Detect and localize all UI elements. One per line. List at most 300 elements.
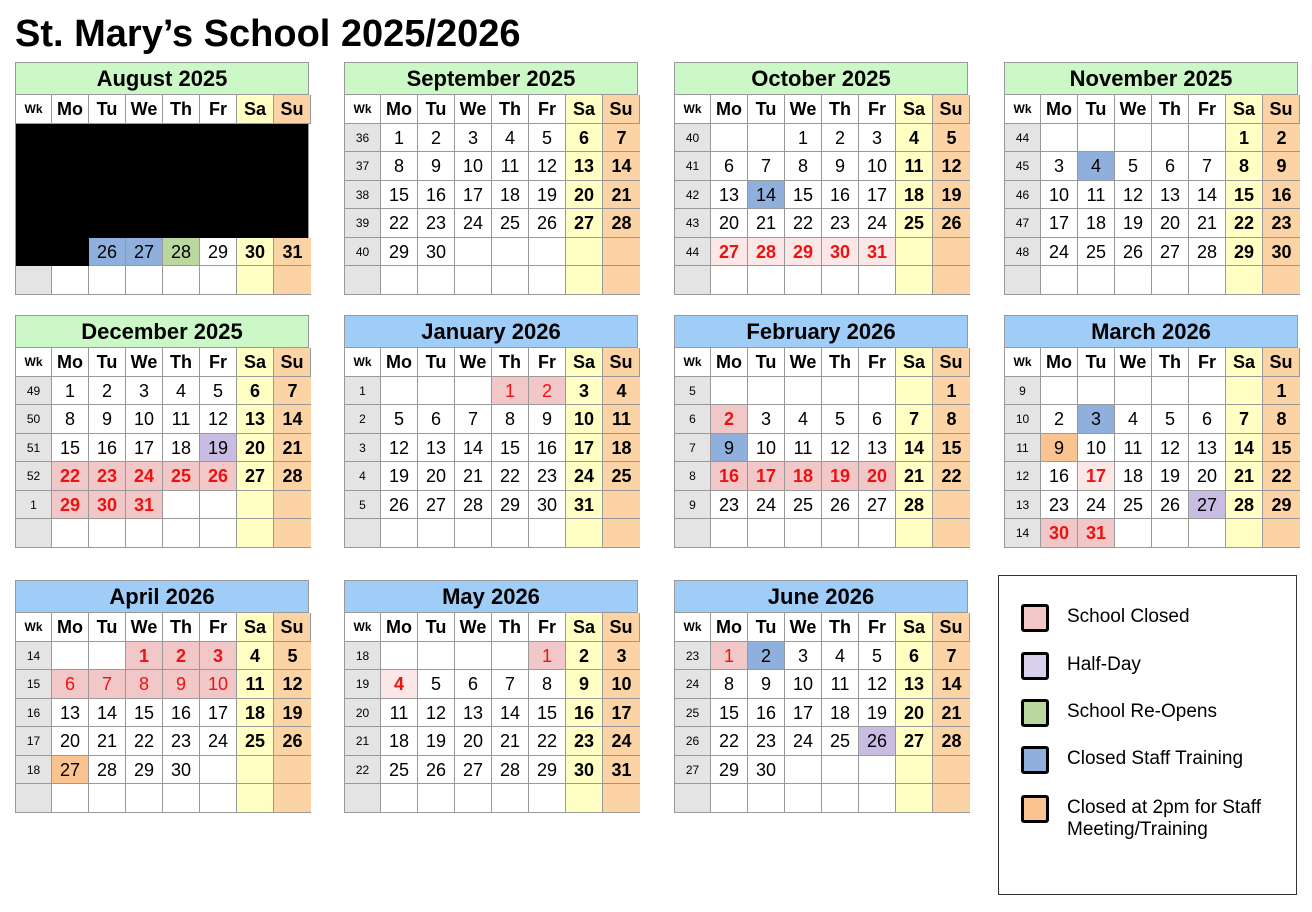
day-cell: 8 (933, 405, 970, 434)
day-cell: 29 (381, 238, 418, 267)
day-cell: 26 (200, 462, 237, 491)
day-cell: 27 (896, 727, 933, 756)
week-number (16, 266, 52, 295)
day-cell: 28 (163, 238, 200, 267)
day-cell (418, 266, 455, 295)
day-cell: 12 (200, 405, 237, 434)
day-cell: 5 (859, 642, 896, 671)
day-cell (748, 519, 785, 548)
day-cell: 28 (1226, 491, 1263, 520)
day-cell (126, 784, 163, 813)
day-cell: 5 (529, 124, 566, 153)
day-cell (1115, 124, 1152, 153)
day-header-th: Th (492, 95, 529, 124)
day-cell (163, 519, 200, 548)
day-cell: 11 (237, 670, 274, 699)
day-header-wk: Wk (1005, 348, 1041, 377)
day-cell: 15 (492, 434, 529, 463)
legend (998, 575, 1297, 895)
month-title: October 2025 (675, 63, 967, 95)
day-cell: 30 (566, 756, 603, 785)
day-cell: 11 (163, 405, 200, 434)
day-cell (822, 756, 859, 785)
day-header-sa: Sa (237, 348, 274, 377)
month-title: May 2026 (345, 581, 637, 613)
week-number: 23 (675, 642, 711, 671)
day-cell: 4 (822, 642, 859, 671)
day-cell (785, 266, 822, 295)
day-header-wk: Wk (675, 95, 711, 124)
day-cell: 17 (785, 699, 822, 728)
day-cell: 16 (566, 699, 603, 728)
day-cell: 6 (566, 124, 603, 153)
day-cell (748, 266, 785, 295)
week-number: 18 (16, 756, 52, 785)
day-cell: 17 (1041, 209, 1078, 238)
day-cell: 12 (822, 434, 859, 463)
day-cell: 1 (52, 377, 89, 406)
day-header-su: Su (933, 348, 970, 377)
day-header-wk: Wk (345, 95, 381, 124)
day-cell (1189, 377, 1226, 406)
week-number: 18 (345, 642, 381, 671)
legend-swatch (1021, 795, 1049, 823)
day-cell: 23 (418, 209, 455, 238)
day-cell: 2 (418, 124, 455, 153)
day-cell: 1 (1263, 377, 1300, 406)
day-cell (1263, 266, 1300, 295)
day-cell: 25 (896, 209, 933, 238)
day-cell: 7 (1189, 152, 1226, 181)
week-number: 1 (16, 491, 52, 520)
day-cell: 6 (237, 377, 274, 406)
day-cell: 15 (126, 699, 163, 728)
day-cell: 11 (492, 152, 529, 181)
day-cell: 21 (603, 181, 640, 210)
day-cell (896, 519, 933, 548)
day-header-tu: Tu (748, 348, 785, 377)
day-header-mo: Mo (52, 613, 89, 642)
day-cell: 3 (748, 405, 785, 434)
day-cell: 25 (381, 756, 418, 785)
day-cell: 18 (1115, 462, 1152, 491)
day-header-sa: Sa (237, 613, 274, 642)
day-cell: 9 (418, 152, 455, 181)
week-number: 40 (675, 124, 711, 153)
day-cell: 13 (1189, 434, 1226, 463)
month-april-2026 (15, 580, 309, 813)
day-cell: 12 (1115, 181, 1152, 210)
day-cell: 16 (748, 699, 785, 728)
week-number: 19 (345, 670, 381, 699)
day-cell (200, 491, 237, 520)
day-cell: 5 (418, 670, 455, 699)
day-cell: 22 (492, 462, 529, 491)
day-cell (89, 642, 126, 671)
page-title: St. Mary’s School 2025/2026 (15, 13, 521, 55)
day-cell (418, 377, 455, 406)
day-cell (237, 784, 274, 813)
day-cell: 21 (274, 434, 311, 463)
day-header-th: Th (163, 95, 200, 124)
day-cell (933, 266, 970, 295)
legend-label: Closed at 2pm for Staff Meeting/Training (1067, 797, 1261, 840)
day-cell: 29 (126, 756, 163, 785)
day-cell: 8 (1263, 405, 1300, 434)
week-number: 6 (675, 405, 711, 434)
day-cell: 13 (52, 699, 89, 728)
month-title: March 2026 (1005, 316, 1297, 348)
day-cell: 3 (1078, 405, 1115, 434)
day-cell: 23 (163, 727, 200, 756)
day-cell: 30 (163, 756, 200, 785)
day-cell (89, 784, 126, 813)
month-title: December 2025 (16, 316, 308, 348)
week-number: 16 (16, 699, 52, 728)
day-header-we: We (455, 348, 492, 377)
day-cell: 9 (1263, 152, 1300, 181)
day-cell (1041, 266, 1078, 295)
day-cell (1078, 377, 1115, 406)
week-number: 47 (1005, 209, 1041, 238)
day-cell: 13 (859, 434, 896, 463)
day-cell (933, 784, 970, 813)
day-cell (603, 784, 640, 813)
legend-label: School Re-Opens (1067, 701, 1217, 722)
day-cell: 26 (529, 209, 566, 238)
day-header-we: We (1115, 348, 1152, 377)
day-cell (1189, 519, 1226, 548)
week-number: 26 (675, 727, 711, 756)
day-header-mo: Mo (381, 348, 418, 377)
day-cell (126, 266, 163, 295)
day-cell: 28 (748, 238, 785, 267)
week-number: 11 (1005, 434, 1041, 463)
day-header-sa: Sa (1226, 348, 1263, 377)
day-cell: 26 (381, 491, 418, 520)
day-header-mo: Mo (711, 95, 748, 124)
day-cell: 22 (52, 462, 89, 491)
month-january-2026 (344, 315, 638, 548)
day-cell: 8 (52, 405, 89, 434)
day-cell: 23 (1041, 491, 1078, 520)
day-cell (200, 756, 237, 785)
day-cell (163, 266, 200, 295)
redacted-block (16, 124, 308, 238)
week-number: 3 (345, 434, 381, 463)
day-cell: 15 (52, 434, 89, 463)
day-header-su: Su (603, 348, 640, 377)
day-cell (859, 266, 896, 295)
day-header-fr: Fr (200, 95, 237, 124)
month-title: February 2026 (675, 316, 967, 348)
day-cell: 27 (126, 238, 163, 267)
day-cell (603, 519, 640, 548)
day-cell (455, 642, 492, 671)
day-cell: 18 (381, 727, 418, 756)
day-cell: 24 (748, 491, 785, 520)
day-cell (237, 519, 274, 548)
day-cell: 4 (237, 642, 274, 671)
day-header-su: Su (603, 613, 640, 642)
week-number (16, 784, 52, 813)
day-cell: 10 (126, 405, 163, 434)
day-cell (492, 266, 529, 295)
day-cell: 22 (1226, 209, 1263, 238)
day-cell (1115, 519, 1152, 548)
day-cell: 24 (200, 727, 237, 756)
day-cell: 21 (748, 209, 785, 238)
day-cell (529, 784, 566, 813)
day-cell (896, 377, 933, 406)
day-cell: 17 (603, 699, 640, 728)
day-cell (1152, 124, 1189, 153)
month-title: January 2026 (345, 316, 637, 348)
day-cell: 2 (163, 642, 200, 671)
day-header-th: Th (492, 348, 529, 377)
day-cell (566, 784, 603, 813)
day-header-we: We (126, 95, 163, 124)
month-august-2025 (15, 62, 309, 295)
day-cell: 26 (1152, 491, 1189, 520)
week-number: 7 (675, 434, 711, 463)
day-cell (274, 784, 311, 813)
day-cell: 6 (52, 670, 89, 699)
day-header-su: Su (933, 613, 970, 642)
day-cell (896, 784, 933, 813)
day-cell (1152, 377, 1189, 406)
day-cell: 2 (529, 377, 566, 406)
day-header-fr: Fr (859, 348, 896, 377)
day-cell (933, 238, 970, 267)
week-number: 12 (1005, 462, 1041, 491)
day-header-fr: Fr (529, 613, 566, 642)
day-cell: 18 (896, 181, 933, 210)
week-number: 9 (1005, 377, 1041, 406)
week-number: 38 (345, 181, 381, 210)
day-cell (492, 519, 529, 548)
day-cell: 27 (859, 491, 896, 520)
day-header-we: We (785, 613, 822, 642)
day-cell: 28 (492, 756, 529, 785)
day-cell: 5 (822, 405, 859, 434)
day-cell: 1 (711, 642, 748, 671)
day-cell: 16 (822, 181, 859, 210)
day-cell: 5 (1115, 152, 1152, 181)
day-cell: 19 (529, 181, 566, 210)
day-header-we: We (126, 613, 163, 642)
day-cell: 11 (381, 699, 418, 728)
day-cell: 20 (859, 462, 896, 491)
day-cell: 21 (492, 727, 529, 756)
day-cell: 4 (896, 124, 933, 153)
day-cell: 3 (126, 377, 163, 406)
day-cell: 1 (1226, 124, 1263, 153)
day-cell: 30 (1041, 519, 1078, 548)
day-cell: 2 (1041, 405, 1078, 434)
day-cell: 14 (933, 670, 970, 699)
day-cell: 24 (566, 462, 603, 491)
day-cell: 27 (711, 238, 748, 267)
day-cell: 12 (529, 152, 566, 181)
day-cell: 9 (566, 670, 603, 699)
day-cell: 21 (455, 462, 492, 491)
day-cell: 8 (126, 670, 163, 699)
day-cell: 8 (1226, 152, 1263, 181)
month-title: August 2025 (16, 63, 308, 95)
day-cell: 15 (1263, 434, 1300, 463)
week-number: 8 (675, 462, 711, 491)
day-header-tu: Tu (748, 613, 785, 642)
day-cell: 23 (89, 462, 126, 491)
day-cell (748, 377, 785, 406)
day-cell: 19 (381, 462, 418, 491)
day-cell: 14 (896, 434, 933, 463)
week-number: 5 (675, 377, 711, 406)
day-cell (859, 756, 896, 785)
day-cell: 21 (896, 462, 933, 491)
day-cell: 4 (785, 405, 822, 434)
legend-swatch (1021, 604, 1049, 632)
day-header-mo: Mo (52, 95, 89, 124)
day-cell (89, 519, 126, 548)
day-header-mo: Mo (1041, 95, 1078, 124)
day-header-th: Th (822, 613, 859, 642)
day-cell: 11 (1078, 181, 1115, 210)
day-cell: 11 (822, 670, 859, 699)
day-header-th: Th (163, 613, 200, 642)
day-cell: 29 (1226, 238, 1263, 267)
day-cell (785, 519, 822, 548)
day-cell (1041, 124, 1078, 153)
day-cell (1041, 377, 1078, 406)
day-cell (1078, 266, 1115, 295)
day-cell: 23 (529, 462, 566, 491)
day-cell: 2 (711, 405, 748, 434)
day-cell: 20 (52, 727, 89, 756)
day-cell: 5 (381, 405, 418, 434)
day-cell (237, 491, 274, 520)
day-cell (163, 784, 200, 813)
day-cell: 3 (859, 124, 896, 153)
day-cell: 16 (529, 434, 566, 463)
day-cell: 3 (785, 642, 822, 671)
day-header-we: We (785, 348, 822, 377)
day-header-wk: Wk (1005, 95, 1041, 124)
day-cell: 4 (381, 670, 418, 699)
day-cell (126, 519, 163, 548)
day-cell: 29 (200, 238, 237, 267)
day-cell: 25 (822, 727, 859, 756)
week-number (1005, 266, 1041, 295)
day-header-tu: Tu (418, 348, 455, 377)
day-cell (603, 266, 640, 295)
day-header-th: Th (1152, 348, 1189, 377)
day-cell: 3 (603, 642, 640, 671)
day-cell: 14 (455, 434, 492, 463)
day-cell (529, 519, 566, 548)
day-cell: 16 (418, 181, 455, 210)
day-cell: 4 (492, 124, 529, 153)
day-header-fr: Fr (1189, 348, 1226, 377)
day-cell (933, 491, 970, 520)
day-cell: 19 (859, 699, 896, 728)
day-header-su: Su (274, 348, 311, 377)
day-header-mo: Mo (52, 348, 89, 377)
day-header-su: Su (274, 613, 311, 642)
day-cell: 31 (126, 491, 163, 520)
day-cell (603, 238, 640, 267)
day-cell (822, 266, 859, 295)
day-cell: 7 (274, 377, 311, 406)
day-cell (859, 784, 896, 813)
day-cell: 5 (933, 124, 970, 153)
day-cell (492, 642, 529, 671)
day-cell: 26 (859, 727, 896, 756)
day-header-we: We (785, 95, 822, 124)
day-cell: 17 (455, 181, 492, 210)
week-number: 37 (345, 152, 381, 181)
day-cell: 25 (163, 462, 200, 491)
day-cell: 26 (1115, 238, 1152, 267)
day-cell: 4 (1078, 152, 1115, 181)
day-header-fr: Fr (859, 95, 896, 124)
day-cell: 14 (603, 152, 640, 181)
day-header-su: Su (933, 95, 970, 124)
day-cell: 16 (89, 434, 126, 463)
day-cell (933, 519, 970, 548)
day-cell: 1 (785, 124, 822, 153)
day-header-fr: Fr (200, 613, 237, 642)
week-number (16, 238, 52, 267)
month-september-2025 (344, 62, 638, 295)
day-cell (566, 519, 603, 548)
day-cell (200, 266, 237, 295)
day-cell: 26 (418, 756, 455, 785)
day-cell (566, 238, 603, 267)
day-cell (748, 124, 785, 153)
day-cell (896, 266, 933, 295)
day-cell: 4 (603, 377, 640, 406)
day-cell: 29 (52, 491, 89, 520)
day-cell: 6 (896, 642, 933, 671)
day-cell (711, 266, 748, 295)
day-cell: 3 (1041, 152, 1078, 181)
day-header-su: Su (1263, 348, 1300, 377)
day-cell: 18 (785, 462, 822, 491)
day-cell (455, 784, 492, 813)
day-cell: 11 (603, 405, 640, 434)
day-cell: 18 (492, 181, 529, 210)
day-cell: 27 (237, 462, 274, 491)
week-number: 48 (1005, 238, 1041, 267)
day-cell: 26 (822, 491, 859, 520)
day-cell: 27 (1152, 238, 1189, 267)
day-cell: 30 (529, 491, 566, 520)
day-cell (529, 238, 566, 267)
week-number (675, 784, 711, 813)
day-cell (418, 519, 455, 548)
day-cell: 9 (89, 405, 126, 434)
week-number: 13 (1005, 491, 1041, 520)
day-cell: 30 (418, 238, 455, 267)
day-cell: 25 (1078, 238, 1115, 267)
day-header-tu: Tu (418, 95, 455, 124)
day-header-wk: Wk (16, 95, 52, 124)
day-cell (492, 784, 529, 813)
day-cell: 19 (1115, 209, 1152, 238)
week-number: 27 (675, 756, 711, 785)
